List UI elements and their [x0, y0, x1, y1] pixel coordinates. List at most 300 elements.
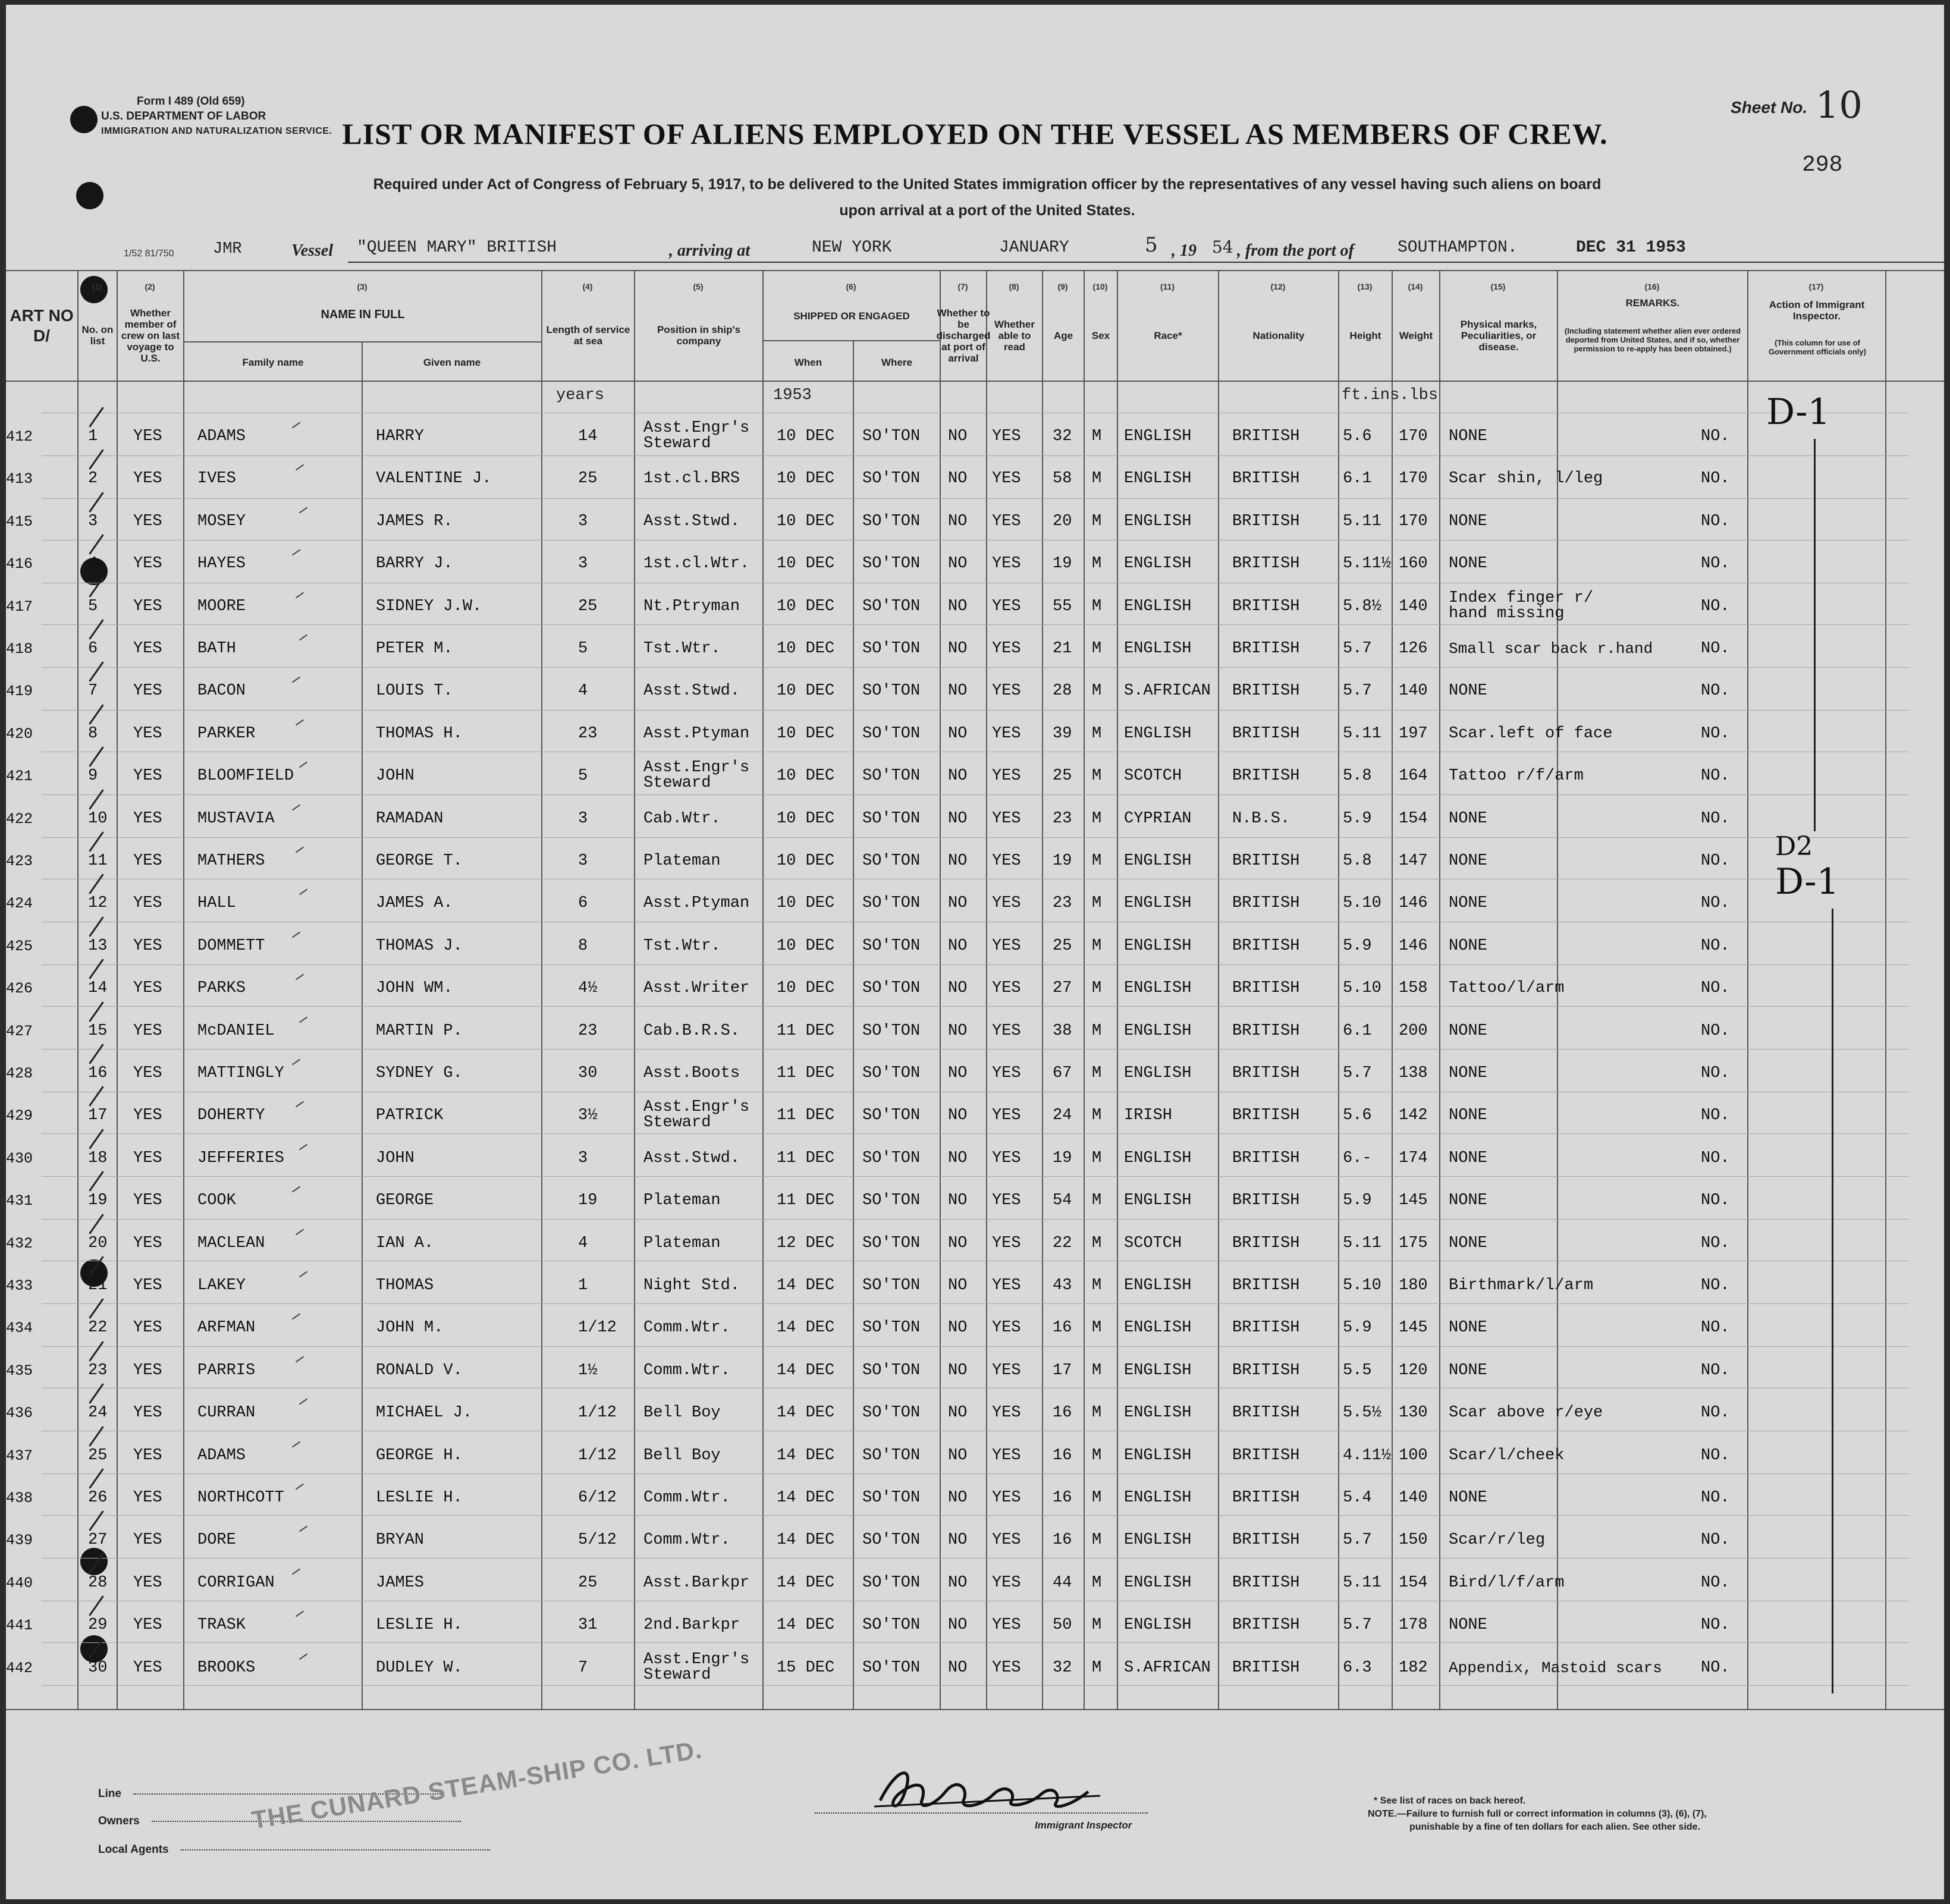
check-slash [89, 746, 103, 766]
col-num: (16) [1644, 282, 1660, 291]
cell-age: 19 [1053, 1149, 1072, 1167]
cell-age: 32 [1053, 428, 1072, 445]
cell-race: ENGLISH [1124, 1447, 1192, 1465]
cell-discharged: NO [948, 1616, 968, 1634]
cell-given: RAMADAN [376, 810, 444, 828]
cell-when: 14 DEC [777, 1616, 835, 1634]
cell-no: 26 [88, 1489, 108, 1507]
cell-discharged: NO [948, 1107, 968, 1124]
cell-position: Plateman [643, 852, 721, 870]
cell-height: 6.1 [1343, 470, 1372, 488]
cell-position: Asst.Engr's [643, 1651, 750, 1669]
check-tick [296, 720, 304, 726]
cell-remarks: NO. [1701, 470, 1730, 488]
cell-marks: NONE [1449, 428, 1487, 445]
cell-no: 16 [88, 1064, 108, 1082]
inspector-bracket [1832, 909, 1833, 1694]
cell-crew: YES [133, 979, 162, 997]
cell-where: SO'TON [862, 1192, 921, 1209]
cell-given: LOUIS T. [376, 682, 453, 700]
cell-family: MOSEY [197, 513, 246, 530]
col-header-sex: Sex [1091, 329, 1110, 341]
cell-height: 5.9 [1343, 1192, 1372, 1209]
cell-given: PATRICK [376, 1107, 444, 1124]
cell-read: YES [992, 1616, 1021, 1634]
cell-marks: NONE [1449, 1192, 1487, 1209]
cell-when: 15 DEC [777, 1659, 835, 1677]
cell-race: ENGLISH [1124, 428, 1192, 445]
cell-read: YES [992, 1192, 1021, 1209]
cell-family: BROOKS [197, 1659, 256, 1677]
cell-art: 416 [6, 555, 33, 573]
cell-nationality: BRITISH [1232, 470, 1300, 488]
cell-where: SO'TON [862, 428, 921, 445]
cell-sex: M [1092, 894, 1102, 912]
cell-discharged: NO [948, 513, 968, 530]
cell-sex: M [1092, 1149, 1102, 1167]
cell-no: 12 [88, 894, 108, 912]
cell-crew: YES [133, 852, 162, 870]
cell-where: SO'TON [862, 1319, 921, 1337]
check-tick [292, 1186, 300, 1193]
cell-when: 10 DEC [777, 555, 835, 573]
check-tick [299, 1399, 307, 1405]
cell-where: SO'TON [862, 1234, 921, 1252]
cell-nationality: BRITISH [1232, 1659, 1300, 1677]
col-header-name: NAME IN FULL [321, 307, 405, 321]
check-tick [292, 932, 300, 938]
cell-length: 8 [578, 937, 588, 955]
cell-position: 1st.cl.Wtr. [643, 555, 750, 573]
cell-given: JAMES [376, 1574, 425, 1592]
cell-race: ENGLISH [1124, 513, 1192, 530]
cell-family: MOORE [197, 598, 246, 615]
cell-length: 4 [578, 682, 588, 700]
cell-height: 5.10 [1343, 894, 1381, 912]
cell-length: 19 [578, 1192, 598, 1209]
cell-nationality: BRITISH [1232, 1192, 1300, 1209]
cell-weight: 170 [1399, 470, 1428, 488]
cell-given: JAMES R. [376, 513, 453, 530]
cell-sex: M [1092, 1277, 1102, 1295]
cell-family: JEFFERIES [197, 1149, 284, 1167]
cell-age: 16 [1053, 1319, 1072, 1337]
cell-family: DORE [197, 1531, 236, 1549]
cell-position: Asst.Ptyman [643, 725, 750, 743]
cell-nationality: BRITISH [1232, 1149, 1300, 1167]
cell-crew: YES [133, 1616, 162, 1634]
cell-race: ENGLISH [1124, 1574, 1192, 1592]
cell-marks: NONE [1449, 1616, 1487, 1634]
cell-when: 14 DEC [777, 1489, 835, 1507]
check-tick [292, 1441, 300, 1448]
cell-race: ENGLISH [1124, 1192, 1192, 1209]
cell-no: 25 [88, 1447, 108, 1465]
cell-remarks: NO. [1701, 1362, 1730, 1380]
cell-length: 3 [578, 513, 588, 530]
cell-race: ENGLISH [1124, 1616, 1192, 1634]
inspector-annotation: D-1 [1775, 861, 1839, 903]
cell-height: 5.8 [1343, 852, 1372, 870]
cell-marks: NONE [1449, 894, 1487, 912]
cell-crew: YES [133, 1659, 162, 1677]
cell-family: HALL [197, 894, 236, 912]
cell-nationality: BRITISH [1232, 767, 1300, 785]
cell-remarks: NO. [1701, 640, 1730, 658]
cell-remarks: NO. [1701, 1447, 1730, 1465]
cell-art: 430 [6, 1150, 33, 1167]
check-slash [89, 619, 103, 639]
cell-position: Tst.Wtr. [643, 937, 721, 955]
cell-crew: YES [133, 1064, 162, 1082]
cell-family: MACLEAN [197, 1234, 265, 1252]
left-margin-header: ART NO D/ [10, 306, 74, 345]
cell-length: 23 [578, 725, 598, 743]
cell-art: 420 [6, 725, 33, 743]
check-tick [299, 1017, 307, 1023]
cell-height: 5.11 [1343, 725, 1381, 743]
cell-sex: M [1092, 1489, 1102, 1507]
check-tick [299, 1144, 307, 1151]
cell-age: 20 [1053, 513, 1072, 530]
cell-given: MICHAEL J. [376, 1404, 473, 1422]
cell-weight: 200 [1399, 1022, 1428, 1040]
inspector-signature [862, 1759, 1112, 1818]
cell-family: PARRIS [197, 1362, 256, 1380]
cell-family: BLOOMFIELD [197, 767, 294, 785]
cell-age: 25 [1053, 767, 1072, 785]
cell-no: 21 [88, 1277, 108, 1295]
cell-family: HAYES [197, 555, 246, 573]
cell-when: 12 DEC [777, 1234, 835, 1252]
cell-no: 15 [88, 1022, 108, 1040]
cell-discharged: NO [948, 428, 968, 445]
cell-length: 25 [578, 470, 598, 488]
cell-position: Asst.Writer [643, 979, 750, 997]
cell-age: 19 [1053, 555, 1072, 573]
page-title: LIST OR MANIFEST OF ALIENS EMPLOYED ON THE VESSEL AS MEMBERS OF CREW. [342, 117, 1608, 150]
cell-weight: 150 [1399, 1531, 1428, 1549]
cell-marks: NONE [1449, 1319, 1487, 1337]
check-tick [292, 1314, 300, 1320]
cell-when: 14 DEC [777, 1447, 835, 1465]
cell-no: 4 [88, 555, 98, 573]
cell-where: SO'TON [862, 555, 921, 573]
cell-length: 1/12 [578, 1319, 617, 1337]
col-num: (7) [957, 282, 968, 291]
cell-when: 10 DEC [777, 598, 835, 615]
cell-remarks: NO. [1701, 852, 1730, 870]
form-code: 1/52 81/750 [124, 249, 174, 259]
check-slash [89, 1171, 103, 1191]
cell-weight: 130 [1399, 1404, 1428, 1422]
cell-sex: M [1092, 1192, 1102, 1209]
footer-agents [98, 1843, 490, 1856]
cell-age: 22 [1053, 1234, 1072, 1252]
cell-given: BARRY J. [376, 555, 453, 573]
cell-sex: M [1092, 979, 1102, 997]
cell-sex: M [1092, 852, 1102, 870]
cell-weight: 140 [1399, 1489, 1428, 1507]
cell-art: 435 [6, 1362, 33, 1380]
cell-height: 6.1 [1343, 1022, 1372, 1040]
cell-race: ENGLISH [1124, 598, 1192, 615]
cell-read: YES [992, 1149, 1021, 1167]
check-tick [296, 847, 304, 853]
cell-weight: 140 [1399, 682, 1428, 700]
cell-read: YES [992, 555, 1021, 573]
cell-position: Nt.Ptryman [643, 598, 740, 615]
cell-read: YES [992, 1531, 1021, 1549]
cell-family: CORRIGAN [197, 1574, 275, 1592]
cell-given: DUDLEY W. [376, 1659, 463, 1677]
cell-age: 44 [1053, 1574, 1072, 1592]
cell-height: 6.- [1343, 1149, 1372, 1167]
cell-height: 5.10 [1343, 1277, 1381, 1295]
cell-marks: Scar shin, l/leg [1449, 470, 1603, 488]
cell-crew: YES [133, 1234, 162, 1252]
cell-family: DOMMETT [197, 937, 265, 955]
signature-line [815, 1812, 1148, 1814]
arriving-port: NEW YORK [812, 238, 892, 257]
cell-crew: YES [133, 1404, 162, 1422]
cell-marks: Tattoo r/f/arm [1449, 767, 1584, 785]
cell-sex: M [1092, 725, 1102, 743]
cell-nationality: BRITISH [1232, 555, 1300, 573]
cell-read: YES [992, 1574, 1021, 1592]
cell-when: 10 DEC [777, 810, 835, 828]
cell-where: SO'TON [862, 640, 921, 658]
cell-where: SO'TON [862, 852, 921, 870]
cell-nationality: N.B.S. [1232, 810, 1290, 828]
cell-marks: Bird/l/f/arm [1449, 1574, 1565, 1592]
check-tick [296, 1356, 304, 1363]
cell-sex: M [1092, 640, 1102, 658]
check-tick [299, 762, 307, 768]
cell-no: 10 [88, 810, 108, 828]
cell-given: LESLIE H. [376, 1616, 463, 1634]
sheet-label: Sheet No. [1731, 98, 1808, 117]
cell-where: SO'TON [862, 1404, 921, 1422]
check-slash [89, 661, 103, 681]
cell-art: 428 [6, 1065, 33, 1082]
cell-given: GEORGE H. [376, 1447, 463, 1465]
check-slash [89, 449, 103, 469]
cell-race: ENGLISH [1124, 937, 1192, 955]
cell-no: 23 [88, 1362, 108, 1380]
check-slash [89, 1638, 103, 1658]
cell-age: 55 [1053, 598, 1072, 615]
cell-race: ENGLISH [1124, 555, 1192, 573]
cell-where: SO'TON [862, 810, 921, 828]
cell-no: 7 [88, 682, 98, 700]
cell-where: SO'TON [862, 1362, 921, 1380]
cell-marks: NONE [1449, 852, 1487, 870]
cell-discharged: NO [948, 725, 968, 743]
col-header-no: No. on list [81, 324, 114, 347]
cell-read: YES [992, 1447, 1021, 1465]
cell-length: 1½ [578, 1362, 598, 1380]
cell-length: 5/12 [578, 1531, 617, 1549]
col-header-shipped: SHIPPED OR ENGAGED [793, 310, 910, 322]
cell-weight: 140 [1399, 598, 1428, 615]
cell-weight: 175 [1399, 1234, 1428, 1252]
cell-length: 3½ [578, 1107, 598, 1124]
cell-marks: NONE [1449, 1022, 1487, 1040]
cell-where: SO'TON [862, 682, 921, 700]
cell-art: 412 [6, 428, 33, 445]
cell-height: 5.6 [1343, 1107, 1372, 1124]
cell-read: YES [992, 598, 1021, 615]
service: IMMIGRATION AND NATURALIZATION SERVICE. [101, 126, 332, 136]
cell-art: 438 [6, 1490, 33, 1507]
cell-race: ENGLISH [1124, 1489, 1192, 1507]
cell-remarks: NO. [1701, 1319, 1730, 1337]
cell-age: 16 [1053, 1531, 1072, 1549]
cell-where: SO'TON [862, 725, 921, 743]
cell-sex: M [1092, 767, 1102, 785]
cell-age: 39 [1053, 725, 1072, 743]
cell-art: 423 [6, 853, 33, 870]
cell-weight: 178 [1399, 1616, 1428, 1634]
cell-family: PARKS [197, 979, 246, 997]
cell-race: IRISH [1124, 1107, 1173, 1124]
owners-label: Owners [98, 1815, 140, 1827]
cell-remarks: NO. [1701, 894, 1730, 912]
cell-remarks: NO. [1701, 1234, 1730, 1252]
cell-remarks: NO. [1701, 1277, 1730, 1295]
cell-no: 30 [88, 1659, 108, 1677]
cell-family: TRASK [197, 1616, 246, 1634]
cell-length: 4 [578, 1234, 588, 1252]
cell-marks: Scar.left of face [1449, 725, 1613, 743]
cell-read: YES [992, 470, 1021, 488]
from-label: , from the port of [1237, 241, 1354, 260]
cell-nationality: BRITISH [1232, 1362, 1300, 1380]
cell-weight: 197 [1399, 725, 1428, 743]
cell-sex: M [1092, 1447, 1102, 1465]
check-tick [299, 889, 307, 896]
cell-art: 432 [6, 1235, 33, 1252]
signature-label: Immigrant Inspector [1035, 1820, 1132, 1831]
cell-crew: YES [133, 1531, 162, 1549]
cell-nationality: BRITISH [1232, 513, 1300, 530]
cell-no: 13 [88, 937, 108, 955]
cell-age: 25 [1053, 937, 1072, 955]
cell-no: 22 [88, 1319, 108, 1337]
stamp-number: 298 [1802, 152, 1843, 178]
cell-height: 5.7 [1343, 1531, 1372, 1549]
cell-where: SO'TON [862, 979, 921, 997]
cell-age: 50 [1053, 1616, 1072, 1634]
cell-race: ENGLISH [1124, 894, 1192, 912]
cell-nationality: BRITISH [1232, 640, 1300, 658]
cell-when: 14 DEC [777, 1362, 835, 1380]
cell-read: YES [992, 640, 1021, 658]
cell-discharged: NO [948, 1489, 968, 1507]
inspector-annotation: D-1 [1766, 391, 1830, 433]
cell-when: 14 DEC [777, 1574, 835, 1592]
check-slash [89, 1553, 103, 1573]
cell-marks: Tattoo/l/arm [1449, 979, 1565, 997]
cell-sex: M [1092, 1574, 1102, 1592]
cell-remarks: NO. [1701, 1531, 1730, 1549]
agents-dots [181, 1849, 490, 1850]
cell-art: 417 [6, 598, 33, 615]
cell-where: SO'TON [862, 1107, 921, 1124]
check-tick [296, 1611, 304, 1617]
cell-length: 3 [578, 852, 588, 870]
cell-where: SO'TON [862, 1447, 921, 1465]
cell-marks: NONE [1449, 513, 1487, 530]
col-num: (17) [1808, 282, 1824, 291]
cell-position: Night Std. [643, 1277, 740, 1295]
cell-crew: YES [133, 810, 162, 828]
cell-when: 10 DEC [777, 937, 835, 955]
check-tick [296, 1484, 304, 1490]
cell-marks: NONE [1449, 810, 1487, 828]
cell-age: 23 [1053, 894, 1072, 912]
check-slash [89, 831, 103, 852]
check-tick [292, 805, 300, 811]
cell-remarks: NO. [1701, 937, 1730, 955]
cell-age: 24 [1053, 1107, 1072, 1124]
cell-age: 16 [1053, 1489, 1072, 1507]
cell-position: Bell Boy [643, 1447, 721, 1465]
footer-note [1368, 1795, 1939, 1834]
cell-marks: NONE [1449, 1064, 1487, 1082]
cell-when: 10 DEC [777, 428, 835, 445]
cunard-stamp: THE CUNARD STEAM-SHIP CO. LTD. [250, 1735, 704, 1834]
cell-height: 5.9 [1343, 1319, 1372, 1337]
cell-nationality: BRITISH [1232, 1319, 1300, 1337]
cell-remarks: NO. [1701, 428, 1730, 445]
cell-race: ENGLISH [1124, 1319, 1192, 1337]
cell-length: 4½ [578, 979, 598, 997]
cell-length: 3 [578, 1149, 588, 1167]
cell-when: 10 DEC [777, 894, 835, 912]
cell-where: SO'TON [862, 513, 921, 530]
cell-family: PARKER [197, 725, 256, 743]
cell-age: 23 [1053, 810, 1072, 828]
col-num: (4) [582, 282, 593, 291]
year-prefix: , 19 [1172, 241, 1197, 260]
cell-height: 5.8 [1343, 767, 1372, 785]
form-number: Form I 489 (Old 659) [137, 95, 245, 108]
cell-when: 14 DEC [777, 1277, 835, 1295]
cell-art: 442 [6, 1660, 33, 1677]
cell-position-line2: Steward [643, 774, 711, 792]
cell-given: HARRY [376, 428, 425, 445]
cell-discharged: NO [948, 1362, 968, 1380]
cell-height: 5.5 [1343, 1362, 1372, 1380]
arrival-day: 5 [1145, 233, 1158, 257]
cell-height: 5.4 [1343, 1489, 1372, 1507]
cell-crew: YES [133, 725, 162, 743]
check-tick [296, 1101, 304, 1108]
cell-remarks: NO. [1701, 1064, 1730, 1082]
check-slash [89, 1383, 103, 1403]
check-slash [89, 1341, 103, 1361]
cell-weight: 170 [1399, 513, 1428, 530]
cell-race: CYPRIAN [1124, 810, 1192, 828]
cell-position: Asst.Boots [643, 1064, 740, 1082]
cell-length: 5 [578, 767, 588, 785]
cell-where: SO'TON [862, 1616, 921, 1634]
manifest-sheet [6, 5, 1944, 1899]
cell-position: Cab.B.R.S. [643, 1022, 740, 1040]
cell-height: 5.9 [1343, 810, 1372, 828]
